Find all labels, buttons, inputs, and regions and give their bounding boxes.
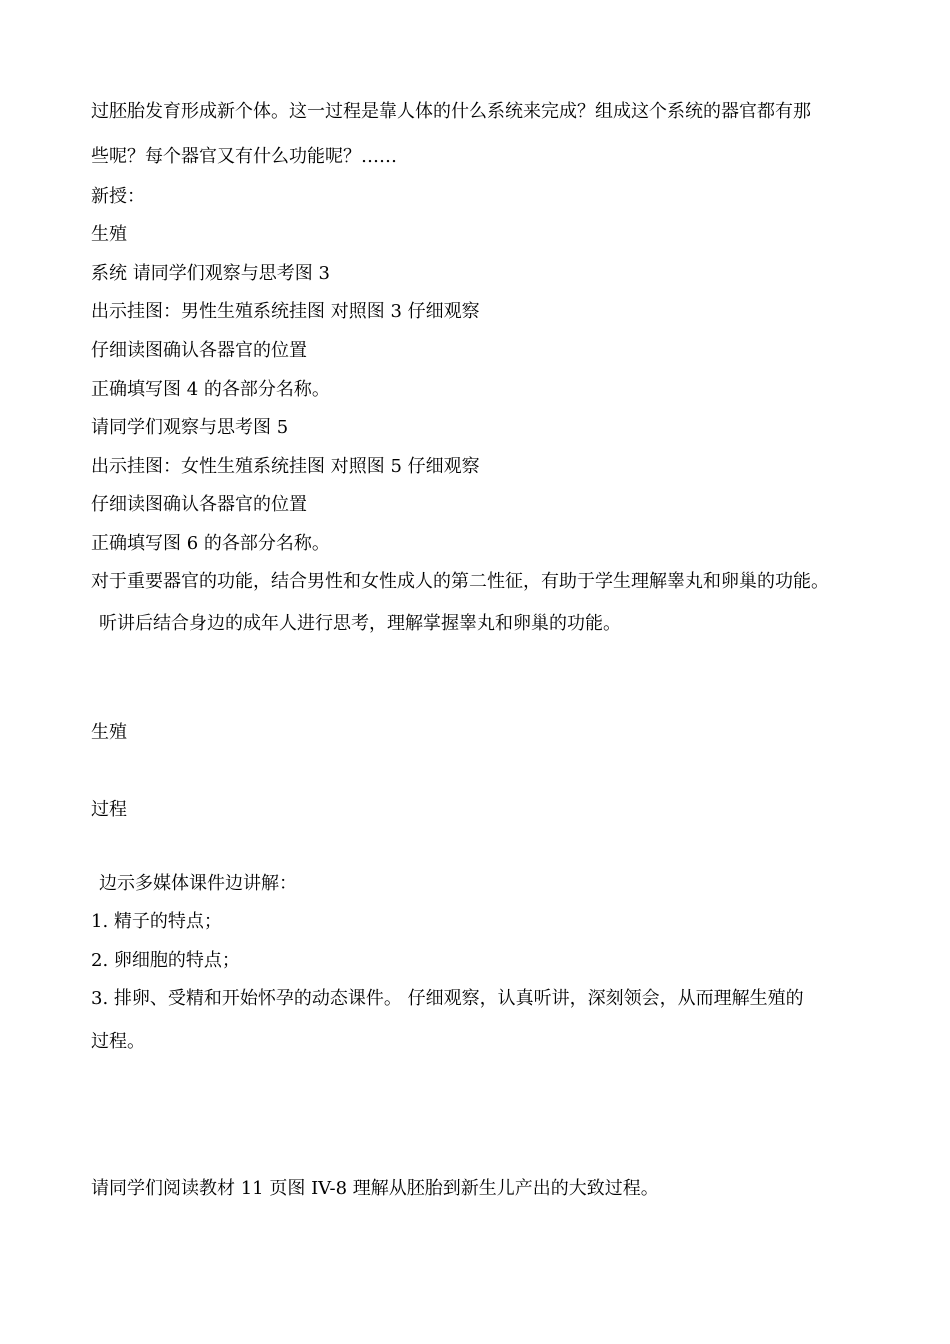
text-line: 出示挂图：男性生殖系统挂图 对照图 3 仔细观察 xyxy=(91,301,480,322)
text-line: 过程。 xyxy=(91,1031,145,1052)
text-line: 系统 请同学们观察与思考图 3 xyxy=(91,263,330,284)
text-line: 过胚胎发育形成新个体。这一过程是靠人体的什么系统来完成？组成这个系统的器官都有那 xyxy=(91,101,811,122)
text-line: 出示挂图：女性生殖系统挂图 对照图 5 仔细观察 xyxy=(91,456,480,477)
text-line: 仔细读图确认各器官的位置 xyxy=(91,494,307,515)
text-line: 正确填写图 4 的各部分名称。 xyxy=(91,379,330,400)
list-item: 3. 排卵、受精和开始怀孕的动态课件。 仔细观察，认真听讲，深刻领会，从而理解生殖的 xyxy=(91,988,804,1009)
text-line: 生殖 xyxy=(91,722,127,743)
list-item: 2. 卵细胞的特点； xyxy=(91,950,240,971)
text-line: 正确填写图 6 的各部分名称。 xyxy=(91,533,330,554)
list-item: 1. 精子的特点； xyxy=(91,911,222,932)
section-heading: 新授： xyxy=(91,186,145,207)
text-line: 请同学们阅读教材 11 页图 IV-8 理解从胚胎到新生儿产出的大致过程。 xyxy=(91,1178,659,1199)
text-line: 边示多媒体课件边讲解： xyxy=(99,873,297,894)
text-line: 听讲后结合身边的成年人进行思考，理解掌握睾丸和卵巢的功能。 xyxy=(99,613,621,634)
text-line: 生殖 xyxy=(91,224,127,245)
text-line: 过程 xyxy=(91,799,127,820)
text-line: 请同学们观察与思考图 5 xyxy=(91,417,289,438)
text-line: 对于重要器官的功能，结合男性和女性成人的第二性征，有助于学生理解睾丸和卵巢的功能。 xyxy=(91,571,829,592)
text-line: 仔细读图确认各器官的位置 xyxy=(91,340,307,361)
text-line: 些呢？每个器官又有什么功能呢？…… xyxy=(91,146,397,167)
